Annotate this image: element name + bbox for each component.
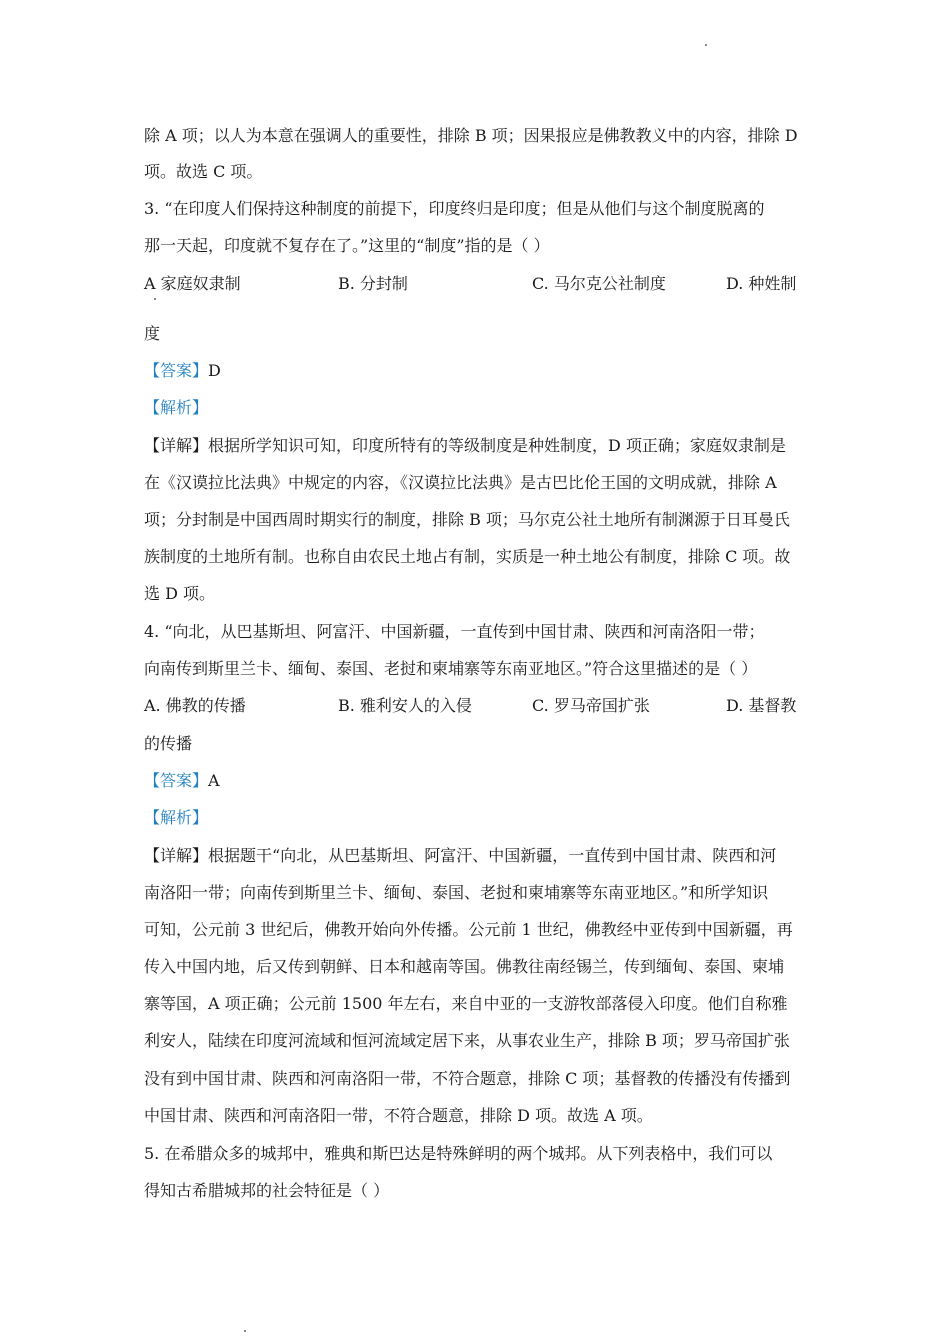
q4-answer — [144, 769, 220, 793]
q4-detail-line-2: 南洛阳一带；向南传到斯里兰卡、缅甸、泰国、老挝和柬埔寨等东南亚地区。”和所学知识 — [144, 883, 769, 902]
q4-analysis — [144, 806, 208, 830]
q3-detail-line-5: 选 D 项。 — [144, 584, 216, 603]
q3-answer-value: D — [208, 361, 221, 380]
q4-option-d-continued: 的传播 — [144, 734, 193, 753]
q4-detail-line-5: 寨等国，A 项正确；公元前 1500 年左右，来自中亚的一支游牧部落侵入印度。他们自称雅 — [144, 994, 788, 1013]
q3-option-c: C. 马尔克公社制度 — [532, 274, 666, 293]
q3-detail-line-3: 项；分封制是中国西周时期实行的制度，排除 B 项；马尔克公社土地所有制渊源于日耳曼氏 — [144, 510, 790, 529]
q3-detail-line-1 — [144, 434, 786, 458]
q4-detail-line-8: 中国甘肃、陕西和河南洛阳一带，不符合题意，排除 D 项。故选 A 项。 — [144, 1106, 653, 1125]
q4-option-b: B. 雅利安人的入侵 — [338, 696, 472, 715]
q3-option-d: D. 种姓制 — [726, 274, 797, 293]
q4-answer-label: 【答案】 — [144, 771, 209, 790]
q3-option-b: B. 分封制 — [338, 274, 408, 293]
q2-tail-line-2: 项。故选 C 项。 — [144, 162, 263, 181]
q4-analysis-label: 【解析】 — [144, 808, 209, 827]
q3-analysis — [144, 396, 208, 420]
q4-option-c: C. 罗马帝国扩张 — [532, 696, 650, 715]
q3-answer — [144, 359, 221, 383]
q3-detail-line-4: 族制度的土地所有制。也称自由农民土地占有制，实质是一种土地公有制度，排除 C 项。故 — [144, 547, 791, 566]
q5-stem-line-1: 5. 在希腊众多的城邦中，雅典和斯巴达是特殊鲜明的两个城邦。从下列表格中，我们可以 — [144, 1144, 773, 1163]
q4-detail-line-1 — [144, 844, 776, 868]
q3-option-a-dot — [154, 298, 156, 300]
q3-option-d-continued: 度 — [144, 324, 161, 343]
q4-detail-label: 【详解】 — [144, 846, 209, 865]
q4-detail-line-3: 可知，公元前 3 世纪后，佛教开始向外传播。公元前 1 世纪，佛教经中亚传到中国新疆，再 — [144, 920, 793, 939]
q3-stem-line-1: 3. “在印度人们保持这种制度的前提下，印度终归是印度；但是从他们与这个制度脱离的 — [144, 199, 765, 218]
q3-analysis-label: 【解析】 — [144, 398, 209, 417]
q3-answer-label: 【答案】 — [144, 361, 209, 380]
q4-option-a: A. 佛教的传播 — [144, 696, 246, 715]
q5-stem-line-2: 得知古希腊城邦的社会特征是（ ） — [144, 1181, 390, 1200]
q3-stem-line-2: 那一天起，印度就不复存在了。”这里的“制度”指的是（ ） — [144, 236, 550, 255]
q4-detail-line-7: 没有到中国甘肃、陕西和河南洛阳一带，不符合题意，排除 C 项；基督教的传播没有传播到 — [144, 1069, 791, 1088]
q2-tail-line-1: 除 A 项；以人为本意在强调人的重要性，排除 B 项；因果报应是佛教教义中的内容，排除 D — [144, 126, 798, 145]
q4-option-d: D. 基督教 — [726, 696, 797, 715]
q3-detail-label: 【详解】 — [144, 436, 209, 455]
bottom-mark — [244, 1330, 246, 1332]
q4-detail-line-6: 利安人，陆续在印度河流域和恒河流域定居下来，从事农业生产，排除 B 项；罗马帝国扩张 — [144, 1031, 790, 1050]
q3-option-a: A 家庭奴隶制 — [144, 274, 241, 293]
q4-stem-line-2: 向南传到斯里兰卡、缅甸、泰国、老挝和柬埔寨等东南亚地区。”符合这里描述的是（ ） — [144, 659, 758, 678]
corner-mark — [705, 44, 707, 46]
q4-detail-text-1: 根据题干“向北，从巴基斯坦、阿富汗、中国新疆，一直传到中国甘肃、陕西和河 — [208, 846, 777, 865]
q3-detail-line-2: 在《汉谟拉比法典》中规定的内容，《汉谟拉比法典》是古巴比伦王国的文明成就，排除 A — [144, 473, 777, 492]
q3-detail-text-1: 根据所学知识可知，印度所特有的等级制度是种姓制度，D 项正确；家庭奴隶制是 — [208, 436, 786, 455]
q4-stem-line-1: 4. “向北，从巴基斯坦、阿富汗、中国新疆，一直传到中国甘肃、陕西和河南洛阳一带； — [144, 622, 765, 641]
q4-detail-line-4: 传入中国内地，后又传到朝鲜、日本和越南等国。佛教往南经锡兰，传到缅甸、泰国、柬埔 — [144, 957, 785, 976]
q4-answer-value: A — [208, 771, 220, 790]
